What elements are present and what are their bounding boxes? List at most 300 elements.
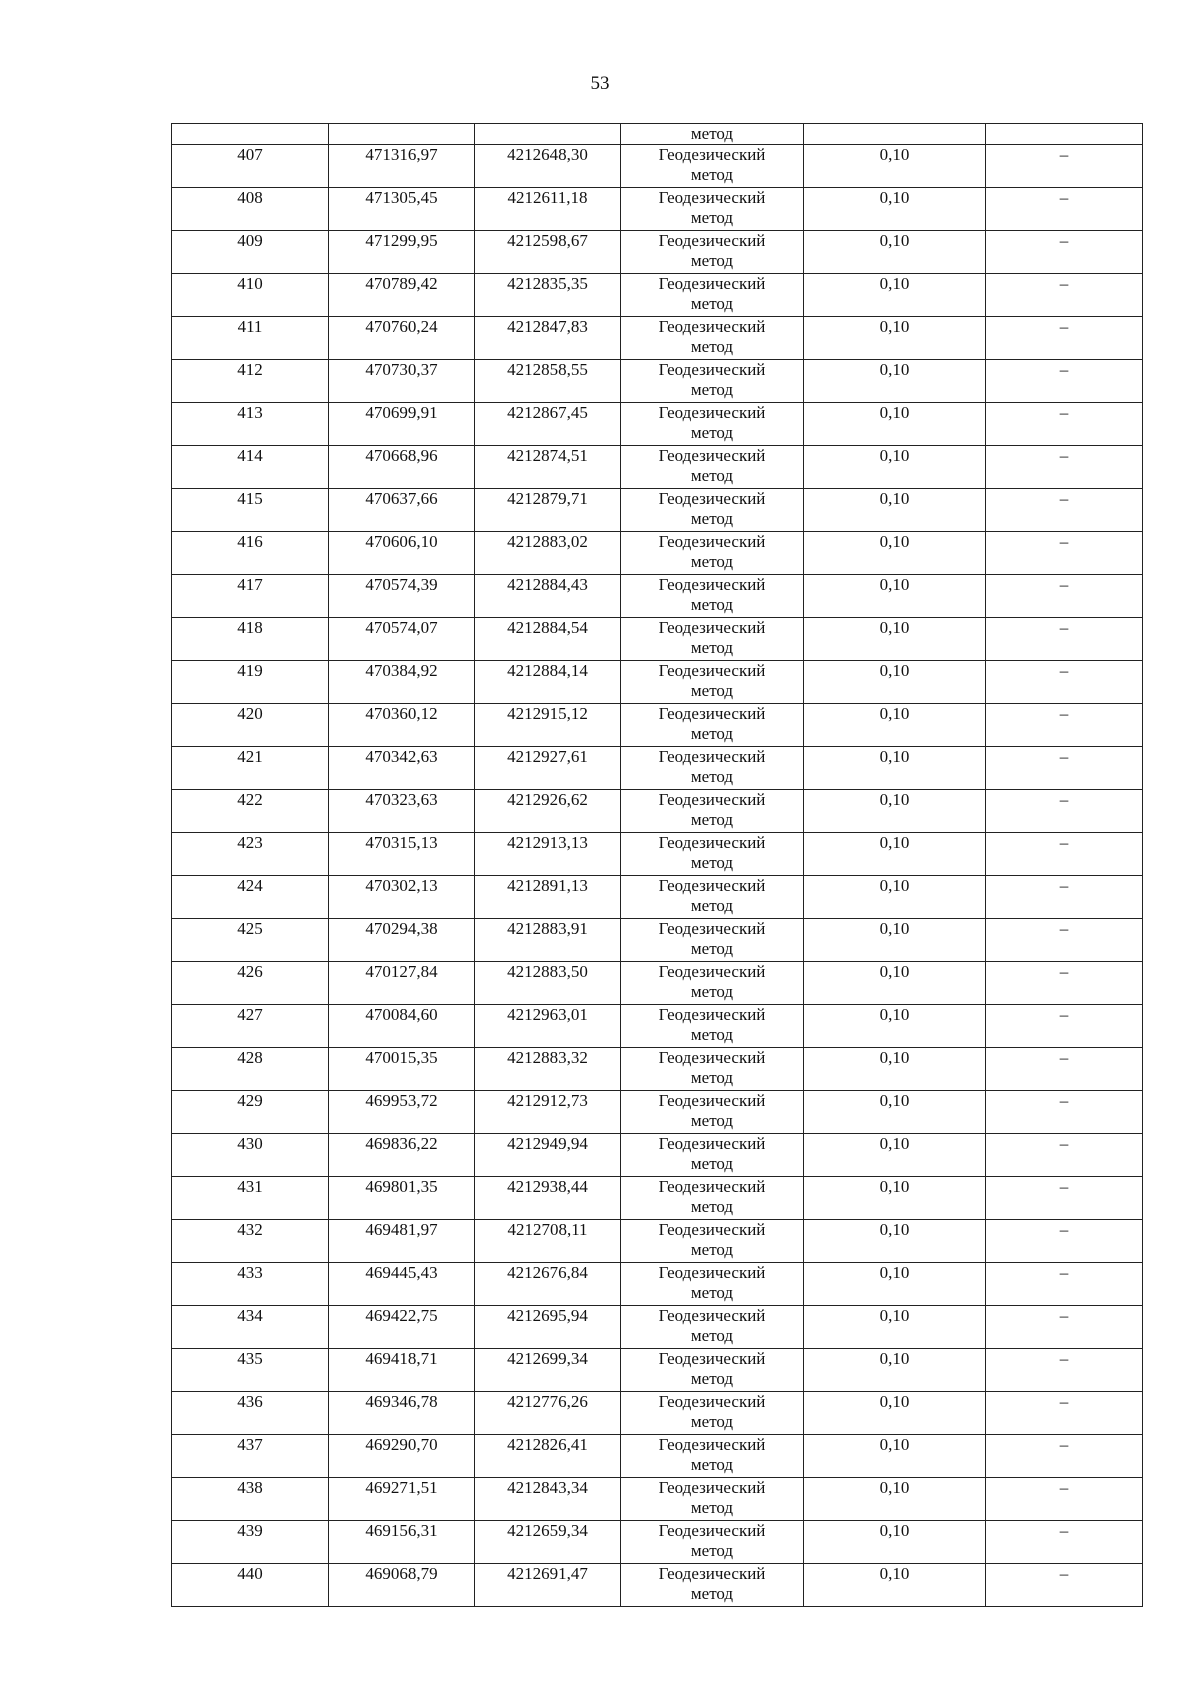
method-line-2: метод xyxy=(690,724,734,743)
cell-x: 469346,78 xyxy=(329,1392,475,1435)
method-line-1: Геодезический xyxy=(658,876,766,895)
method-line-1: Геодезический xyxy=(658,1435,766,1454)
table-row xyxy=(172,274,1143,317)
method-line-1: Геодезический xyxy=(658,446,766,465)
cell-method xyxy=(621,575,804,618)
cell-y: 4212611,18 xyxy=(475,188,621,231)
table-row xyxy=(172,360,1143,403)
table-row xyxy=(172,1177,1143,1220)
cell-note: – xyxy=(986,145,1143,188)
method-line-1: Геодезический xyxy=(658,704,766,723)
cell-note: – xyxy=(986,1478,1143,1521)
table-row-continued xyxy=(172,124,1143,145)
table-row xyxy=(172,1134,1143,1177)
cell-method xyxy=(621,1048,804,1091)
method-line-2: метод xyxy=(690,982,734,1001)
cell-note: – xyxy=(986,188,1143,231)
table-row xyxy=(172,962,1143,1005)
cell-number: 413 xyxy=(172,403,329,446)
method-line-2: метод xyxy=(690,1111,734,1130)
table-row xyxy=(172,1220,1143,1263)
cell-number: 411 xyxy=(172,317,329,360)
method-line-2: метод xyxy=(690,1283,734,1302)
table-row xyxy=(172,231,1143,274)
method-line-1: Геодезический xyxy=(658,1048,766,1067)
cell-method: метод xyxy=(621,124,804,145)
cell-number: 438 xyxy=(172,1478,329,1521)
cell-note: – xyxy=(986,1521,1143,1564)
method-line-2: метод xyxy=(690,1326,734,1345)
method-line-1: Геодезический xyxy=(658,1564,766,1583)
cell-accuracy: 0,10 xyxy=(804,145,986,188)
cell-note: – xyxy=(986,1564,1143,1607)
method-line-2: метод xyxy=(690,466,734,485)
cell-accuracy: 0,10 xyxy=(804,360,986,403)
cell-number: 423 xyxy=(172,833,329,876)
cell-accuracy: 0,10 xyxy=(804,1177,986,1220)
cell-x: 470323,63 xyxy=(329,790,475,833)
cell-accuracy: 0,10 xyxy=(804,1091,986,1134)
cell-x: 469422,75 xyxy=(329,1306,475,1349)
cell-note: – xyxy=(986,962,1143,1005)
cell-number: 433 xyxy=(172,1263,329,1306)
method-line-1: Геодезический xyxy=(658,317,766,336)
cell-x: 471305,45 xyxy=(329,188,475,231)
table-row xyxy=(172,833,1143,876)
table-row xyxy=(172,1306,1143,1349)
cell-number: 430 xyxy=(172,1134,329,1177)
cell-y: 4212912,73 xyxy=(475,1091,621,1134)
cell-method xyxy=(621,704,804,747)
cell-y: 4212691,47 xyxy=(475,1564,621,1607)
method-line-2: метод xyxy=(690,1584,734,1603)
cell-note: – xyxy=(986,661,1143,704)
cell-number: 409 xyxy=(172,231,329,274)
cell-note: – xyxy=(986,618,1143,661)
table-row xyxy=(172,1048,1143,1091)
method-line-2: метод xyxy=(690,1498,734,1517)
cell-method xyxy=(621,661,804,704)
method-line-2: метод xyxy=(690,1455,734,1474)
cell-x: 469836,22 xyxy=(329,1134,475,1177)
cell-x: 470699,91 xyxy=(329,403,475,446)
cell-note: – xyxy=(986,876,1143,919)
cell-method xyxy=(621,833,804,876)
cell-y: 4212598,67 xyxy=(475,231,621,274)
cell-y: 4212883,50 xyxy=(475,962,621,1005)
cell-y: 4212913,13 xyxy=(475,833,621,876)
cell-accuracy: 0,10 xyxy=(804,1220,986,1263)
cell-x: 470606,10 xyxy=(329,532,475,575)
cell-method xyxy=(621,489,804,532)
method-line-1: Геодезический xyxy=(658,231,766,250)
cell-y: 4212883,02 xyxy=(475,532,621,575)
method-line-1: Геодезический xyxy=(658,1005,766,1024)
method-line-1: Геодезический xyxy=(658,188,766,207)
cell-number: 428 xyxy=(172,1048,329,1091)
cell-accuracy: 0,10 xyxy=(804,1521,986,1564)
cell-number: 437 xyxy=(172,1435,329,1478)
table-row xyxy=(172,1091,1143,1134)
cell-accuracy: 0,10 xyxy=(804,661,986,704)
method-line-2: метод xyxy=(690,165,734,184)
cell-accuracy: 0,10 xyxy=(804,1005,986,1048)
cell-note: – xyxy=(986,1134,1143,1177)
cell-y: 4212835,35 xyxy=(475,274,621,317)
cell-y: 4212883,32 xyxy=(475,1048,621,1091)
cell-accuracy: 0,10 xyxy=(804,1134,986,1177)
cell-method xyxy=(621,1478,804,1521)
method-line-1: Геодезический xyxy=(658,790,766,809)
cell-y: 4212883,91 xyxy=(475,919,621,962)
cell-x: 470637,66 xyxy=(329,489,475,532)
cell-accuracy: 0,10 xyxy=(804,231,986,274)
cell-method xyxy=(621,360,804,403)
method-line-2: метод xyxy=(690,1541,734,1560)
cell-note: – xyxy=(986,317,1143,360)
table-row xyxy=(172,1435,1143,1478)
cell-method xyxy=(621,231,804,274)
cell-accuracy: 0,10 xyxy=(804,962,986,1005)
cell-method xyxy=(621,747,804,790)
cell-accuracy: 0,10 xyxy=(804,1306,986,1349)
cell-note: – xyxy=(986,704,1143,747)
method-line-2: метод xyxy=(690,939,734,958)
cell-number: 436 xyxy=(172,1392,329,1435)
cell-accuracy: 0,10 xyxy=(804,833,986,876)
cell-note: – xyxy=(986,1392,1143,1435)
cell-x: 469068,79 xyxy=(329,1564,475,1607)
cell-note: – xyxy=(986,1177,1143,1220)
cell-method xyxy=(621,1564,804,1607)
table-row xyxy=(172,489,1143,532)
cell-y: 4212699,34 xyxy=(475,1349,621,1392)
method-line-2: метод xyxy=(690,1412,734,1431)
cell-accuracy: 0,10 xyxy=(804,747,986,790)
method-line-2: метод xyxy=(690,1369,734,1388)
cell-method xyxy=(621,1091,804,1134)
cell-y: 4212874,51 xyxy=(475,446,621,489)
method-line-2: метод xyxy=(690,423,734,442)
method-line-2: метод xyxy=(690,853,734,872)
method-line-1: Геодезический xyxy=(658,1306,766,1325)
method-line-1: Геодезический xyxy=(658,1349,766,1368)
cell-accuracy: 0,10 xyxy=(804,1392,986,1435)
cell-note: – xyxy=(986,1263,1143,1306)
cell-x: 471316,97 xyxy=(329,145,475,188)
cell-accuracy xyxy=(804,124,986,145)
cell-accuracy: 0,10 xyxy=(804,790,986,833)
cell-x: 471299,95 xyxy=(329,231,475,274)
cell-note: – xyxy=(986,403,1143,446)
method-line-2: метод xyxy=(690,595,734,614)
cell-method xyxy=(621,1177,804,1220)
cell-note xyxy=(986,124,1143,145)
cell-method xyxy=(621,618,804,661)
cell-note: – xyxy=(986,446,1143,489)
method-line-2: метод xyxy=(690,337,734,356)
cell-number: 431 xyxy=(172,1177,329,1220)
cell-accuracy: 0,10 xyxy=(804,1435,986,1478)
cell-number: 427 xyxy=(172,1005,329,1048)
cell-x: 470760,24 xyxy=(329,317,475,360)
cell-y: 4212867,45 xyxy=(475,403,621,446)
method-line-2: метод xyxy=(690,1025,734,1044)
cell-number: 417 xyxy=(172,575,329,618)
cell-y: 4212938,44 xyxy=(475,1177,621,1220)
cell-y: 4212826,41 xyxy=(475,1435,621,1478)
table-row xyxy=(172,403,1143,446)
cell-method xyxy=(621,274,804,317)
cell-y: 4212879,71 xyxy=(475,489,621,532)
cell-x: 469290,70 xyxy=(329,1435,475,1478)
cell-note: – xyxy=(986,532,1143,575)
method-line-1: Геодезический xyxy=(658,618,766,637)
cell-number: 426 xyxy=(172,962,329,1005)
method-line-1: Геодезический xyxy=(658,1263,766,1282)
cell-number: 416 xyxy=(172,532,329,575)
cell-number: 418 xyxy=(172,618,329,661)
cell-number: 435 xyxy=(172,1349,329,1392)
cell-note: – xyxy=(986,1349,1143,1392)
cell-method xyxy=(621,446,804,489)
cell-y: 4212926,62 xyxy=(475,790,621,833)
method-line-1: Геодезический xyxy=(658,833,766,852)
method-line-1: Геодезический xyxy=(658,962,766,981)
cell-x: 469481,97 xyxy=(329,1220,475,1263)
cell-number: 410 xyxy=(172,274,329,317)
cell-method xyxy=(621,317,804,360)
cell-method xyxy=(621,188,804,231)
cell-number: 429 xyxy=(172,1091,329,1134)
cell-accuracy: 0,10 xyxy=(804,876,986,919)
cell-number: 425 xyxy=(172,919,329,962)
cell-x: 469801,35 xyxy=(329,1177,475,1220)
method-line-2: метод xyxy=(690,1197,734,1216)
cell-y: 4212676,84 xyxy=(475,1263,621,1306)
cell-note: – xyxy=(986,231,1143,274)
cell-y: 4212708,11 xyxy=(475,1220,621,1263)
page-number: 53 xyxy=(590,73,610,94)
cell-method xyxy=(621,1306,804,1349)
cell-accuracy: 0,10 xyxy=(804,188,986,231)
method-line-1: Геодезический xyxy=(658,274,766,293)
cell-x: 469156,31 xyxy=(329,1521,475,1564)
cell-note: – xyxy=(986,1048,1143,1091)
cell-x: 469445,43 xyxy=(329,1263,475,1306)
cell-note: – xyxy=(986,489,1143,532)
method-line-2: метод xyxy=(690,1240,734,1259)
cell-x: 470302,13 xyxy=(329,876,475,919)
table-row xyxy=(172,446,1143,489)
cell-x: 470315,13 xyxy=(329,833,475,876)
cell-method xyxy=(621,1005,804,1048)
cell-method xyxy=(621,962,804,1005)
cell-x: 470127,84 xyxy=(329,962,475,1005)
table-row xyxy=(172,790,1143,833)
cell-method xyxy=(621,919,804,962)
cell-method xyxy=(621,1521,804,1564)
cell-x: 470574,39 xyxy=(329,575,475,618)
cell-number: 408 xyxy=(172,188,329,231)
cell-accuracy: 0,10 xyxy=(804,1263,986,1306)
method-line-1: Геодезический xyxy=(658,360,766,379)
method-line-1: Геодезический xyxy=(658,403,766,422)
cell-number: 422 xyxy=(172,790,329,833)
cell-method xyxy=(621,1220,804,1263)
cell-x: 469953,72 xyxy=(329,1091,475,1134)
table-row xyxy=(172,145,1143,188)
cell-method xyxy=(621,1263,804,1306)
cell-x: 469418,71 xyxy=(329,1349,475,1392)
cell-accuracy: 0,10 xyxy=(804,317,986,360)
cell-x: 470360,12 xyxy=(329,704,475,747)
cell-method xyxy=(621,1435,804,1478)
cell-y: 4212927,61 xyxy=(475,747,621,790)
cell-x: 470015,35 xyxy=(329,1048,475,1091)
method-line-1: Геодезический xyxy=(658,145,766,164)
cell-number: 421 xyxy=(172,747,329,790)
cell-y: 4212858,55 xyxy=(475,360,621,403)
cell-note: – xyxy=(986,833,1143,876)
method-line-1: Геодезический xyxy=(658,489,766,508)
cell-x: 470574,07 xyxy=(329,618,475,661)
cell-accuracy: 0,10 xyxy=(804,1564,986,1607)
cell-x: 470294,38 xyxy=(329,919,475,962)
method-line-1: Геодезический xyxy=(658,1521,766,1540)
cell-x xyxy=(329,124,475,145)
cell-x: 470668,96 xyxy=(329,446,475,489)
cell-x: 470789,42 xyxy=(329,274,475,317)
table-row xyxy=(172,1478,1143,1521)
cell-y: 4212963,01 xyxy=(475,1005,621,1048)
method-line-1: Геодезический xyxy=(658,1220,766,1239)
cell-x: 470342,63 xyxy=(329,747,475,790)
table-row xyxy=(172,919,1143,962)
cell-note: – xyxy=(986,1005,1143,1048)
coordinates-table xyxy=(171,123,1143,1607)
method-line-1: Геодезический xyxy=(658,919,766,938)
method-line-1: Геодезический xyxy=(658,532,766,551)
cell-x: 470730,37 xyxy=(329,360,475,403)
method-line-1: Геодезический xyxy=(658,1177,766,1196)
method-line-2: метод xyxy=(690,251,734,270)
table-row xyxy=(172,575,1143,618)
method-line-1: Геодезический xyxy=(658,1091,766,1110)
method-line-2: метод xyxy=(690,767,734,786)
cell-method xyxy=(621,145,804,188)
method-line-1: Геодезический xyxy=(658,661,766,680)
method-line-1: Геодезический xyxy=(658,1134,766,1153)
cell-method xyxy=(621,790,804,833)
cell-accuracy: 0,10 xyxy=(804,919,986,962)
table-row xyxy=(172,618,1143,661)
cell-number: 439 xyxy=(172,1521,329,1564)
cell-x: 470084,60 xyxy=(329,1005,475,1048)
cell-number: 440 xyxy=(172,1564,329,1607)
table-row xyxy=(172,661,1143,704)
table-row xyxy=(172,1005,1143,1048)
cell-y: 4212776,26 xyxy=(475,1392,621,1435)
method-line-2: метод xyxy=(690,552,734,571)
cell-y: 4212915,12 xyxy=(475,704,621,747)
cell-accuracy: 0,10 xyxy=(804,489,986,532)
method-line-2: метод xyxy=(690,681,734,700)
table-body xyxy=(172,124,1143,1607)
cell-x: 470384,92 xyxy=(329,661,475,704)
method-line-2: метод xyxy=(690,380,734,399)
cell-method xyxy=(621,403,804,446)
cell-note: – xyxy=(986,274,1143,317)
table-row xyxy=(172,1521,1143,1564)
table-row xyxy=(172,1564,1143,1607)
cell-y: 4212891,13 xyxy=(475,876,621,919)
cell-y: 4212648,30 xyxy=(475,145,621,188)
cell-accuracy: 0,10 xyxy=(804,1349,986,1392)
cell-y xyxy=(475,124,621,145)
cell-number xyxy=(172,124,329,145)
cell-note: – xyxy=(986,790,1143,833)
cell-number: 414 xyxy=(172,446,329,489)
table-row xyxy=(172,532,1143,575)
cell-note: – xyxy=(986,747,1143,790)
cell-accuracy: 0,10 xyxy=(804,1048,986,1091)
table-row xyxy=(172,1349,1143,1392)
method-line-1: Геодезический xyxy=(658,1478,766,1497)
cell-y: 4212847,83 xyxy=(475,317,621,360)
cell-note: – xyxy=(986,575,1143,618)
cell-number: 415 xyxy=(172,489,329,532)
cell-method xyxy=(621,532,804,575)
cell-note: – xyxy=(986,1220,1143,1263)
cell-accuracy: 0,10 xyxy=(804,575,986,618)
table-row xyxy=(172,1263,1143,1306)
cell-y: 4212884,54 xyxy=(475,618,621,661)
cell-accuracy: 0,10 xyxy=(804,274,986,317)
cell-method xyxy=(621,1392,804,1435)
cell-note: – xyxy=(986,1306,1143,1349)
table-row xyxy=(172,317,1143,360)
cell-y: 4212659,34 xyxy=(475,1521,621,1564)
cell-number: 424 xyxy=(172,876,329,919)
table-row xyxy=(172,704,1143,747)
method-line-1: Геодезический xyxy=(658,575,766,594)
cell-y: 4212884,14 xyxy=(475,661,621,704)
table-row xyxy=(172,747,1143,790)
cell-number: 419 xyxy=(172,661,329,704)
cell-method xyxy=(621,1349,804,1392)
table-row xyxy=(172,1392,1143,1435)
cell-number: 420 xyxy=(172,704,329,747)
method-line-2: метод xyxy=(690,810,734,829)
cell-accuracy: 0,10 xyxy=(804,704,986,747)
cell-method xyxy=(621,1134,804,1177)
method-line-1: Геодезический xyxy=(658,747,766,766)
cell-number: 407 xyxy=(172,145,329,188)
cell-accuracy: 0,10 xyxy=(804,618,986,661)
method-line-2: метод xyxy=(690,294,734,313)
cell-x: 469271,51 xyxy=(329,1478,475,1521)
cell-accuracy: 0,10 xyxy=(804,532,986,575)
cell-accuracy: 0,10 xyxy=(804,446,986,489)
cell-note: – xyxy=(986,1435,1143,1478)
cell-y: 4212949,94 xyxy=(475,1134,621,1177)
cell-number: 412 xyxy=(172,360,329,403)
table-row xyxy=(172,876,1143,919)
cell-accuracy: 0,10 xyxy=(804,403,986,446)
method-line-2: метод xyxy=(690,208,734,227)
cell-accuracy: 0,10 xyxy=(804,1478,986,1521)
